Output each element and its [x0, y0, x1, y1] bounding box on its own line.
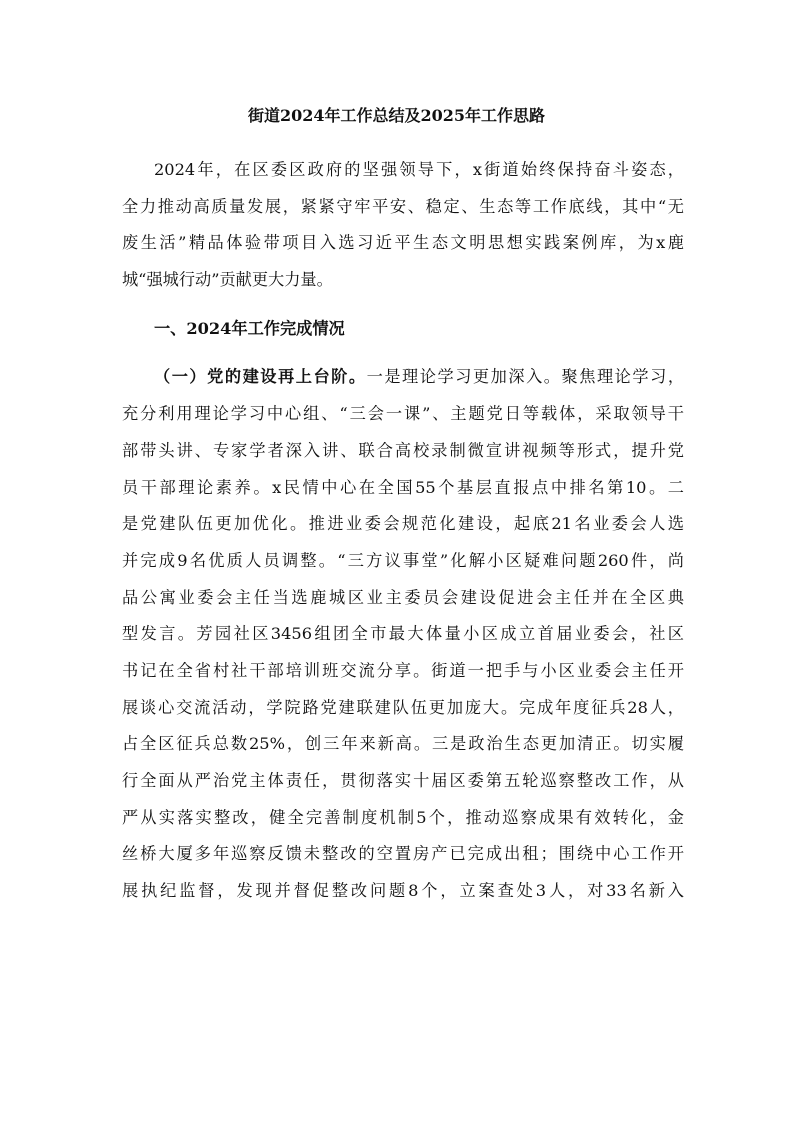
section-heading: 一、2024年工作完成情况: [154, 318, 345, 338]
body-line: 员干部理论素养。x民情中心在全国55个基层直报点中排名第10。二: [122, 477, 684, 497]
intro-line-1: 2024年，在区委区政府的坚强领导下，x街道始终保持奋斗姿态，: [154, 160, 684, 179]
body-line: 型发言。芳园社区3456组团全市最大体量小区成立首届业委会，社区: [122, 624, 684, 644]
document-body: [122, 152, 684, 910]
body-line: 部带头讲、专家学者深入讲、联合高校录制微宣讲视频等形式，提升党: [122, 440, 684, 460]
intro-line-3: 废生活”精品体验带项目入选习近平生态文明思想实践案例库，为x鹿: [122, 233, 684, 253]
body-line: 占全区征兵总数25%，创三年来新高。三是政治生态更加清正。切实履: [122, 734, 684, 754]
intro-line-2: 全力推动高质量发展，紧紧守牢平安、稳定、生态等工作底线，其中“无: [122, 196, 684, 216]
body-line: 书记在全省村社干部培训班交流分享。街道一把手与小区业委会主任开: [122, 660, 684, 680]
body-line: 丝桥大厦多年巡察反馈未整改的空置房产已完成出租；围绕中心工作开: [122, 844, 684, 864]
body-line: 并完成9名优质人员调整。“三方议事堂”化解小区疑难问题260件，尚: [122, 550, 684, 570]
body-line-1-text: 一是理论学习更加深入。聚焦理论学习，: [366, 367, 685, 387]
document-title: 街道2024年工作总结及2025年工作思路: [247, 106, 546, 125]
intro-line-4: 城“强城行动”贡献更大力量。: [122, 270, 333, 290]
body-line: 充分利用理论学习中心组、“三会一课”、主题党日等载体，采取领导干: [122, 404, 684, 424]
body-line: 严从实落实整改，健全完善制度机制5个，推动巡察成果有效转化，金: [122, 807, 684, 827]
paragraph-gap: [122, 347, 684, 359]
subsection-label: （一）党的建设再上台阶。: [154, 367, 367, 387]
paragraph-gap: [122, 299, 684, 311]
body-line: 是党建队伍更加优化。推进业委会规范化建设，起底21名业委会人选: [122, 514, 684, 534]
body-line: 展执纪监督，发现并督促整改问题8个，立案查处3人，对33名新入: [122, 881, 684, 901]
body-line: 展谈心交流活动，学院路党建联建队伍更加庞大。完成年度征兵28人，: [122, 697, 684, 717]
body-line: 品公寓业委会主任当选鹿城区业主委员会建设促进会主任并在全区典: [122, 587, 684, 607]
body-line-1: [122, 359, 684, 396]
body-line: 行全面从严治党主体责任，贯彻落实十届区委第五轮巡察整改工作，从: [122, 771, 684, 790]
